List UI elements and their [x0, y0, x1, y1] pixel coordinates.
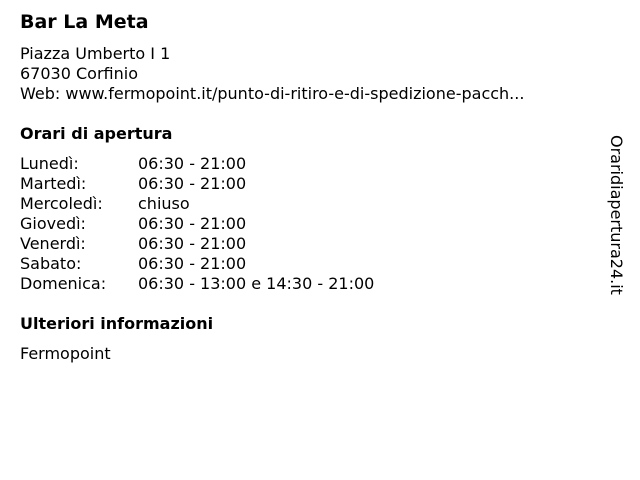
additional-info-title: Ulteriori informazioni	[20, 314, 214, 333]
address-street: Piazza Umberto I 1	[20, 44, 171, 63]
hours-row-monday	[20, 154, 374, 174]
business-name: Bar La Meta	[20, 11, 149, 33]
day-label: Lunedì:	[20, 154, 79, 173]
address-block	[20, 44, 524, 104]
hours-row-tuesday	[20, 174, 374, 194]
day-hours: chiuso	[138, 194, 190, 213]
site-watermark: Oraridiapertura24.it	[607, 135, 626, 295]
day-hours: 06:30 - 21:00	[138, 254, 247, 273]
hours-row-sunday	[20, 274, 374, 294]
day-label: Venerdì:	[20, 234, 86, 253]
day-label: Sabato:	[20, 254, 82, 273]
day-hours: 06:30 - 21:00	[138, 154, 247, 173]
hours-row-saturday	[20, 254, 374, 274]
opening-hours-list	[20, 154, 374, 294]
day-label: Martedì:	[20, 174, 87, 193]
day-hours: 06:30 - 13:00 e 14:30 - 21:00	[138, 274, 375, 293]
hours-row-friday	[20, 234, 374, 254]
hours-row-wednesday	[20, 194, 374, 214]
website-link[interactable]: Web: www.fermopoint.it/punto-di-ritiro-e-di-spedizione-pacch...	[20, 84, 525, 103]
hours-row-thursday	[20, 214, 374, 234]
day-label: Giovedì:	[20, 214, 86, 233]
day-label: Domenica:	[20, 274, 107, 293]
day-hours: 06:30 - 21:00	[138, 214, 247, 233]
additional-info-text: Fermopoint	[20, 344, 111, 363]
day-hours: 06:30 - 21:00	[138, 174, 247, 193]
day-hours: 06:30 - 21:00	[138, 234, 247, 253]
opening-hours-title: Orari di apertura	[20, 124, 173, 143]
day-label: Mercoledì:	[20, 194, 103, 213]
address-city: 67030 Corfinio	[20, 64, 138, 83]
